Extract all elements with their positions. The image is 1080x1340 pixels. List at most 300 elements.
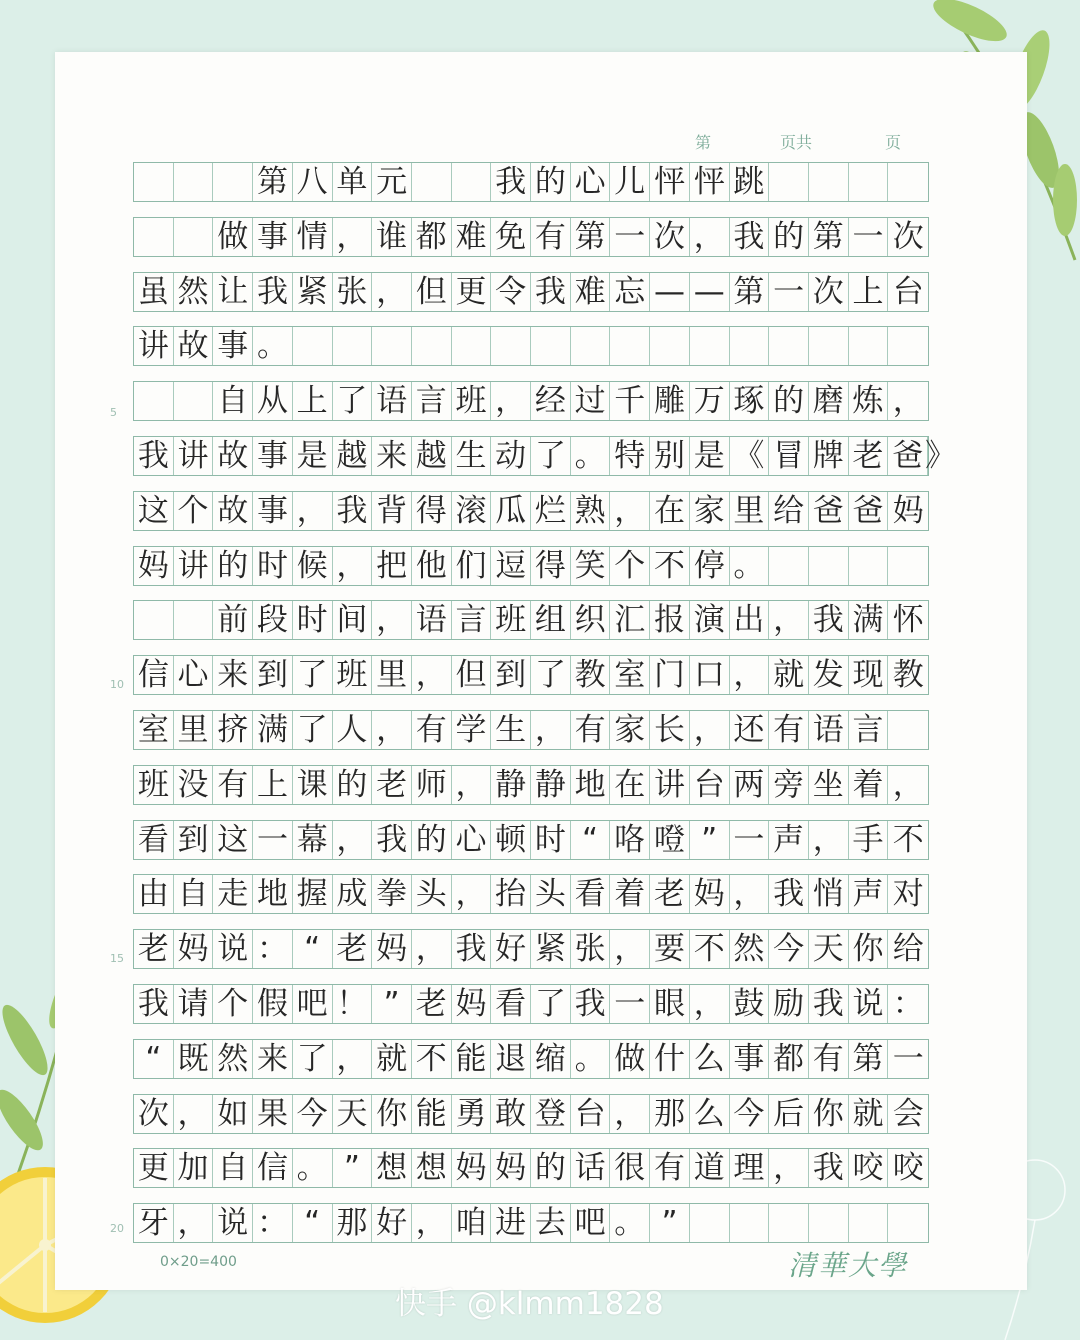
- grid-cell: ，: [769, 601, 809, 639]
- grid-cell: 长: [650, 711, 690, 749]
- grid-cell: 没: [174, 766, 214, 804]
- grid-row: [133, 162, 929, 202]
- grid-cell: [888, 163, 928, 201]
- grid-cell: 缩: [531, 1040, 571, 1078]
- grid-cell: 的: [769, 382, 809, 420]
- grid-cell: 坐: [809, 766, 849, 804]
- grid-cell: 里: [372, 656, 412, 694]
- grid-cell: 看: [571, 875, 611, 913]
- grid-cell: 在: [610, 766, 650, 804]
- grid-cell: 我: [253, 273, 293, 311]
- grid-row: [133, 984, 929, 1024]
- grid-cell: 有: [412, 711, 452, 749]
- grid-cell: 雕: [650, 382, 690, 420]
- grid-cell: ，: [333, 1040, 373, 1078]
- grid-cell: 想: [412, 1149, 452, 1187]
- grid-cell: 语: [412, 601, 452, 639]
- grid-cell: 候: [293, 547, 333, 585]
- grid-cell: [690, 1204, 730, 1242]
- grid-cell: 给: [892, 931, 924, 968]
- grid-cell: 难: [571, 273, 611, 311]
- grid-cell: [888, 327, 928, 365]
- grid-cell: 台: [690, 766, 730, 804]
- grid-cell: [849, 163, 889, 201]
- grid-cell: 妈: [452, 1149, 492, 1187]
- grid-cell: 但: [412, 273, 452, 311]
- grid-cell: 第: [253, 163, 293, 201]
- line-number: 20: [110, 1222, 124, 1235]
- grid-cell: 我: [333, 492, 373, 530]
- grid-cell: 今: [769, 930, 809, 968]
- grid-cell: 自: [213, 382, 253, 420]
- grid-cell: 个: [174, 492, 214, 530]
- grid-row: [133, 326, 929, 366]
- grid-cell: [809, 163, 849, 201]
- grid-cell: 今: [730, 1095, 770, 1133]
- grid-cell: 师: [412, 766, 452, 804]
- grid-cell: 然: [174, 273, 214, 311]
- grid-cell: 的: [412, 821, 452, 859]
- grid-row: [133, 929, 929, 969]
- grid-row: [133, 1039, 929, 1079]
- grid-cell: 咬: [849, 1149, 889, 1187]
- grid-cell: ，: [610, 930, 650, 968]
- grid-cell: 室: [610, 656, 650, 694]
- grid-cell: 我: [372, 821, 412, 859]
- grid-row: [133, 436, 956, 476]
- grid-cell: 我: [134, 985, 174, 1023]
- grid-cell: [174, 601, 214, 639]
- grid-cell: 生: [491, 711, 531, 749]
- grid-cell: [730, 1204, 770, 1242]
- grid-cell: 就: [372, 1040, 412, 1078]
- grid-cell: 噔: [650, 821, 690, 859]
- grid-cell: 静: [531, 766, 571, 804]
- grid-cell: 静: [491, 766, 531, 804]
- grid-cell: ”: [650, 1204, 690, 1242]
- grid-cell: ，: [452, 875, 492, 913]
- grid-cell: 冒: [769, 437, 809, 475]
- grid-cell: 握: [293, 875, 333, 913]
- grid-cell: 敢: [491, 1095, 531, 1133]
- grid-cell: 在: [650, 492, 690, 530]
- grid-cell: 有: [213, 766, 253, 804]
- grid-cell: 教: [571, 656, 611, 694]
- grid-cell: 课: [293, 766, 333, 804]
- grid-cell: 从: [253, 382, 293, 420]
- grid-cell: 的: [213, 547, 253, 585]
- grid-cell: 事: [253, 437, 293, 475]
- grid-cell: 鼓: [730, 985, 770, 1023]
- grid-cell: 的: [769, 218, 809, 256]
- grid-cell: 什: [650, 1040, 690, 1078]
- grid-cell: 的: [333, 766, 373, 804]
- grid-cell: 后: [769, 1095, 809, 1133]
- grid-cell: 勇: [452, 1095, 492, 1133]
- grid-cell: 但: [452, 656, 492, 694]
- grid-cell: 牙: [134, 1204, 174, 1242]
- grid-cell: [531, 327, 571, 365]
- grid-cell: 么: [690, 1040, 730, 1078]
- grid-cell: ，: [333, 218, 373, 256]
- grid-cell: 不: [412, 1040, 452, 1078]
- grid-cell: 退: [491, 1040, 531, 1078]
- grid-cell: 要: [650, 930, 690, 968]
- grid-cell: ”: [333, 1149, 373, 1187]
- grid-cell: 加: [174, 1149, 214, 1187]
- grid-cell: 了: [333, 382, 373, 420]
- grid-cell: [769, 547, 809, 585]
- grid-cell: [571, 327, 611, 365]
- grid-cell: “: [293, 1204, 333, 1242]
- grid-cell: 笑: [571, 547, 611, 585]
- grid-cell: ，: [690, 711, 730, 749]
- grid-cell: 自: [213, 1149, 253, 1187]
- grid-cell: 你: [849, 930, 889, 968]
- grid-row: [133, 820, 929, 860]
- grid-cell: “: [293, 930, 333, 968]
- grid-cell: 不: [650, 547, 690, 585]
- grid-cell: 爸: [849, 492, 889, 530]
- grid-cell: 老: [849, 437, 889, 475]
- grid-cell: 幕: [293, 821, 333, 859]
- grid-cell: 好: [372, 1204, 412, 1242]
- grid-cell: 越: [333, 437, 373, 475]
- grid-row: [133, 710, 929, 750]
- grid-cell: 老: [650, 875, 690, 913]
- grid-cell: 班: [134, 766, 174, 804]
- grid-cell: 第: [849, 1040, 889, 1078]
- grid-cell: [849, 1204, 889, 1242]
- grid-cell: 怀: [892, 602, 924, 639]
- grid-cell: [769, 163, 809, 201]
- grid-cell: 元: [372, 163, 412, 201]
- grid-cell: 如: [213, 1095, 253, 1133]
- grid-cell: 个: [213, 985, 253, 1023]
- grid-cell: 讲: [174, 437, 214, 475]
- grid-cell: 跳: [730, 163, 770, 201]
- grid-cell: 。: [293, 1149, 333, 1187]
- grid-cell: ，: [372, 711, 412, 749]
- grid-cell: 讲: [650, 766, 690, 804]
- grid-cell: 报: [650, 601, 690, 639]
- grid-cell: 言: [412, 382, 452, 420]
- grid-row: [133, 655, 929, 695]
- grid-cell: 第: [809, 218, 849, 256]
- grid-cell: 是: [293, 437, 333, 475]
- grid-cell: ，: [372, 273, 412, 311]
- grid-row: [133, 874, 929, 914]
- grid-cell: 过: [571, 382, 611, 420]
- grid-cell: 事: [253, 218, 293, 256]
- grid-cell: 讲: [174, 547, 214, 585]
- grid-cell: —: [690, 273, 730, 311]
- grid-cell: 万: [690, 382, 730, 420]
- grid-cell: 家: [690, 492, 730, 530]
- grid-cell: 妈: [491, 1149, 531, 1187]
- grid-cell: 天: [333, 1095, 373, 1133]
- grid-cell: 能: [412, 1095, 452, 1133]
- grid-cell: 了: [293, 656, 333, 694]
- grid-cell: 一: [769, 273, 809, 311]
- grid-cell: 语: [372, 382, 412, 420]
- grid-cell: ：: [892, 986, 924, 1022]
- grid-cell: [888, 711, 928, 749]
- grid-cell: 班: [452, 382, 492, 420]
- grid-cell: ”: [372, 985, 412, 1023]
- tsinghua-logo: 清華大學: [788, 1249, 909, 1282]
- grid-cell: 言: [849, 711, 889, 749]
- grid-cell: 说: [213, 1204, 253, 1242]
- grid-cell: 我: [769, 875, 809, 913]
- grid-cell: 发: [809, 656, 849, 694]
- grid-cell: ，: [174, 1204, 214, 1242]
- grid-cell: 的: [531, 163, 571, 201]
- grid-cell: [213, 163, 253, 201]
- grid-cell: 抬: [491, 875, 531, 913]
- grid-cell: 到: [491, 656, 531, 694]
- grid-cell: 事: [213, 327, 253, 365]
- grid-cell: [134, 382, 174, 420]
- grid-cell: 信: [253, 1149, 293, 1187]
- grid-cell: 着: [849, 766, 889, 804]
- grid-cell: ，: [174, 1095, 214, 1133]
- grid-cell: 千: [610, 382, 650, 420]
- grid-cell: ，: [690, 985, 730, 1023]
- grid-cell: 谁: [372, 218, 412, 256]
- grid-cell: [650, 327, 690, 365]
- grid-cell: 瓜: [491, 492, 531, 530]
- grid-cell: 头: [412, 875, 452, 913]
- grid-cell: 顿: [491, 821, 531, 859]
- grid-cell: 很: [610, 1149, 650, 1187]
- grid-cell: 去: [531, 1204, 571, 1242]
- grid-cell: 妈: [690, 875, 730, 913]
- grid-cell: ，: [412, 930, 452, 968]
- grid-cell: 假: [253, 985, 293, 1023]
- page-label-ye-gong: 页共: [780, 133, 813, 152]
- grid-cell: 我: [809, 1149, 849, 1187]
- grid-cell: 。: [610, 1204, 650, 1242]
- grid-cell: [491, 327, 531, 365]
- grid-cell: 特: [610, 437, 650, 475]
- grid-cell: 背: [372, 492, 412, 530]
- grid-row: [133, 217, 929, 257]
- line-number: 15: [110, 952, 124, 965]
- grid-cell: 妈: [174, 930, 214, 968]
- grid-cell: 你: [372, 1095, 412, 1133]
- grid-cell: [730, 327, 770, 365]
- grid-cell: 话: [571, 1149, 611, 1187]
- grid-cell: 来: [372, 437, 412, 475]
- grid-cell: [452, 327, 492, 365]
- grid-cell: 想: [372, 1149, 412, 1187]
- grid-cell: 了: [293, 1040, 333, 1078]
- grid-cell: 经: [531, 382, 571, 420]
- grid-cell: 让: [213, 273, 253, 311]
- grid-cell: 现: [849, 656, 889, 694]
- grid-cell: 有: [571, 711, 611, 749]
- grid-cell: 心: [174, 656, 214, 694]
- grid-cell: 声: [769, 821, 809, 859]
- grid-cell: 烂: [531, 492, 571, 530]
- grid-cell: 声: [849, 875, 889, 913]
- grid-cell: ，: [892, 383, 924, 420]
- grid-cell: 给: [769, 492, 809, 530]
- grid-cell: 咯: [610, 821, 650, 859]
- grid-cell: 然: [730, 930, 770, 968]
- grid-cell: 滚: [452, 492, 492, 530]
- grid-cell: 然: [213, 1040, 253, 1078]
- grid-cell: 张: [571, 930, 611, 968]
- grid-cell: 悄: [809, 875, 849, 913]
- page-label-di: 第: [695, 133, 712, 152]
- grid-cell: ，: [531, 711, 571, 749]
- grid-cell: 人: [333, 711, 373, 749]
- grid-cell: 故: [174, 327, 214, 365]
- grid-cell: 吧: [571, 1204, 611, 1242]
- grid-cell: 讲: [134, 327, 174, 365]
- grid-cell: ，: [610, 1095, 650, 1133]
- grid-cell: ”: [690, 821, 730, 859]
- grid-cell: [809, 547, 849, 585]
- grid-cell: 单: [333, 163, 373, 201]
- grid-cell: 由: [134, 875, 174, 913]
- grid-cell: 演: [690, 601, 730, 639]
- grid-cell: 对: [892, 876, 924, 913]
- grid-cell: 信: [134, 656, 174, 694]
- grid-cell: 着: [610, 875, 650, 913]
- grid-cell: [769, 327, 809, 365]
- watermark: 快手 @klmm1828: [395, 1286, 664, 1322]
- grid-cell: 到: [174, 821, 214, 859]
- grid-cell: [690, 327, 730, 365]
- grid-cell: [452, 163, 492, 201]
- grid-cell: [412, 163, 452, 201]
- grid-cell: 出: [730, 601, 770, 639]
- grid-cell: 有: [531, 218, 571, 256]
- grid-cell: [412, 327, 452, 365]
- grid-cell: 班: [333, 656, 373, 694]
- grid-cell: ，: [412, 1204, 452, 1242]
- grid-cell: 。: [571, 437, 611, 475]
- grid-cell: 果: [253, 1095, 293, 1133]
- grid-cell: 段: [253, 601, 293, 639]
- grid-row: [133, 1203, 929, 1243]
- grid-cell: 满: [849, 601, 889, 639]
- grid-cell: 说: [213, 930, 253, 968]
- grid-cell: 室: [134, 711, 174, 749]
- grid-cell: 得: [412, 492, 452, 530]
- grid-row: [133, 1148, 929, 1188]
- grid-cell: 我: [809, 985, 849, 1023]
- grid-cell: 妈: [452, 985, 492, 1023]
- grid-cell: 班: [491, 601, 531, 639]
- grid-cell: 还: [730, 711, 770, 749]
- grid-cell: 家: [610, 711, 650, 749]
- grid-cell: 么: [690, 1095, 730, 1133]
- grid-cell: 的: [531, 1149, 571, 1187]
- grid-cell: ，: [412, 656, 452, 694]
- grid-cell: 我: [730, 218, 770, 256]
- grid-cell: 妈: [372, 930, 412, 968]
- grid-cell: 天: [809, 930, 849, 968]
- grid-cell: 我: [452, 930, 492, 968]
- grid-cell: 台: [571, 1095, 611, 1133]
- grid-cell: 故: [213, 437, 253, 475]
- grid-cell: 前: [213, 601, 253, 639]
- grid-cell: 紧: [293, 273, 333, 311]
- grid-cell: [174, 218, 214, 256]
- grid-cell: 怦: [650, 163, 690, 201]
- grid-cell: 里: [174, 711, 214, 749]
- grid-cell: 都: [769, 1040, 809, 1078]
- grid-cell: 我: [531, 273, 571, 311]
- grid-cell: 那: [333, 1204, 373, 1242]
- grid-cell: “: [134, 1040, 174, 1078]
- grid-cell: 第: [571, 218, 611, 256]
- grid-cell: 熟: [571, 492, 611, 530]
- grid-cell: 里: [730, 492, 770, 530]
- grid-cell: 做: [213, 218, 253, 256]
- grid-cell: 道: [690, 1149, 730, 1187]
- grid-cell: 都: [412, 218, 452, 256]
- grid-cell: ，: [690, 218, 730, 256]
- grid-cell: [849, 547, 889, 585]
- grid-cell: 汇: [610, 601, 650, 639]
- grid-row: [133, 272, 929, 312]
- grid-cell: [134, 601, 174, 639]
- grid-cell: ，: [333, 547, 373, 585]
- grid-cell: 一: [610, 218, 650, 256]
- grid-cell: 次: [892, 218, 924, 255]
- grid-cell: 成: [333, 875, 373, 913]
- grid-cell: ！: [333, 985, 373, 1023]
- grid-cell: 励: [769, 985, 809, 1023]
- grid-cell: 门: [650, 656, 690, 694]
- grid-cell: 了: [531, 656, 571, 694]
- grid-cell: 语: [809, 711, 849, 749]
- grid-cell: 得: [531, 547, 571, 585]
- grid-cell: 眼: [650, 985, 690, 1023]
- grid-cell: 上: [253, 766, 293, 804]
- grid-cell: 理: [730, 1149, 770, 1187]
- grid-cell: 时: [253, 547, 293, 585]
- grid-cell: 第: [730, 273, 770, 311]
- grid-cell: 满: [253, 711, 293, 749]
- grid-cell: ，: [892, 766, 924, 803]
- grid-cell: 织: [571, 601, 611, 639]
- line-number: 10: [110, 678, 124, 691]
- grid-cell: “: [571, 821, 611, 859]
- grid-cell: 会: [892, 1095, 924, 1132]
- grid-cell: 更: [134, 1149, 174, 1187]
- grid-cell: 吧: [293, 985, 333, 1023]
- grid-row: [133, 1094, 929, 1134]
- grid-cell: 咱: [452, 1204, 492, 1242]
- grid-cell: [293, 327, 333, 365]
- grid-cell: [769, 1204, 809, 1242]
- grid-cell: 他: [412, 547, 452, 585]
- grid-cell: 台: [892, 273, 924, 310]
- grid-cell: 挤: [213, 711, 253, 749]
- grid-cell: 怦: [690, 163, 730, 201]
- grid-cell: 个: [610, 547, 650, 585]
- grid-cell: 紧: [531, 930, 571, 968]
- grid-cell: 爸: [809, 492, 849, 530]
- grid-cell: 爸: [888, 437, 928, 475]
- grid-cell: 我: [134, 437, 174, 475]
